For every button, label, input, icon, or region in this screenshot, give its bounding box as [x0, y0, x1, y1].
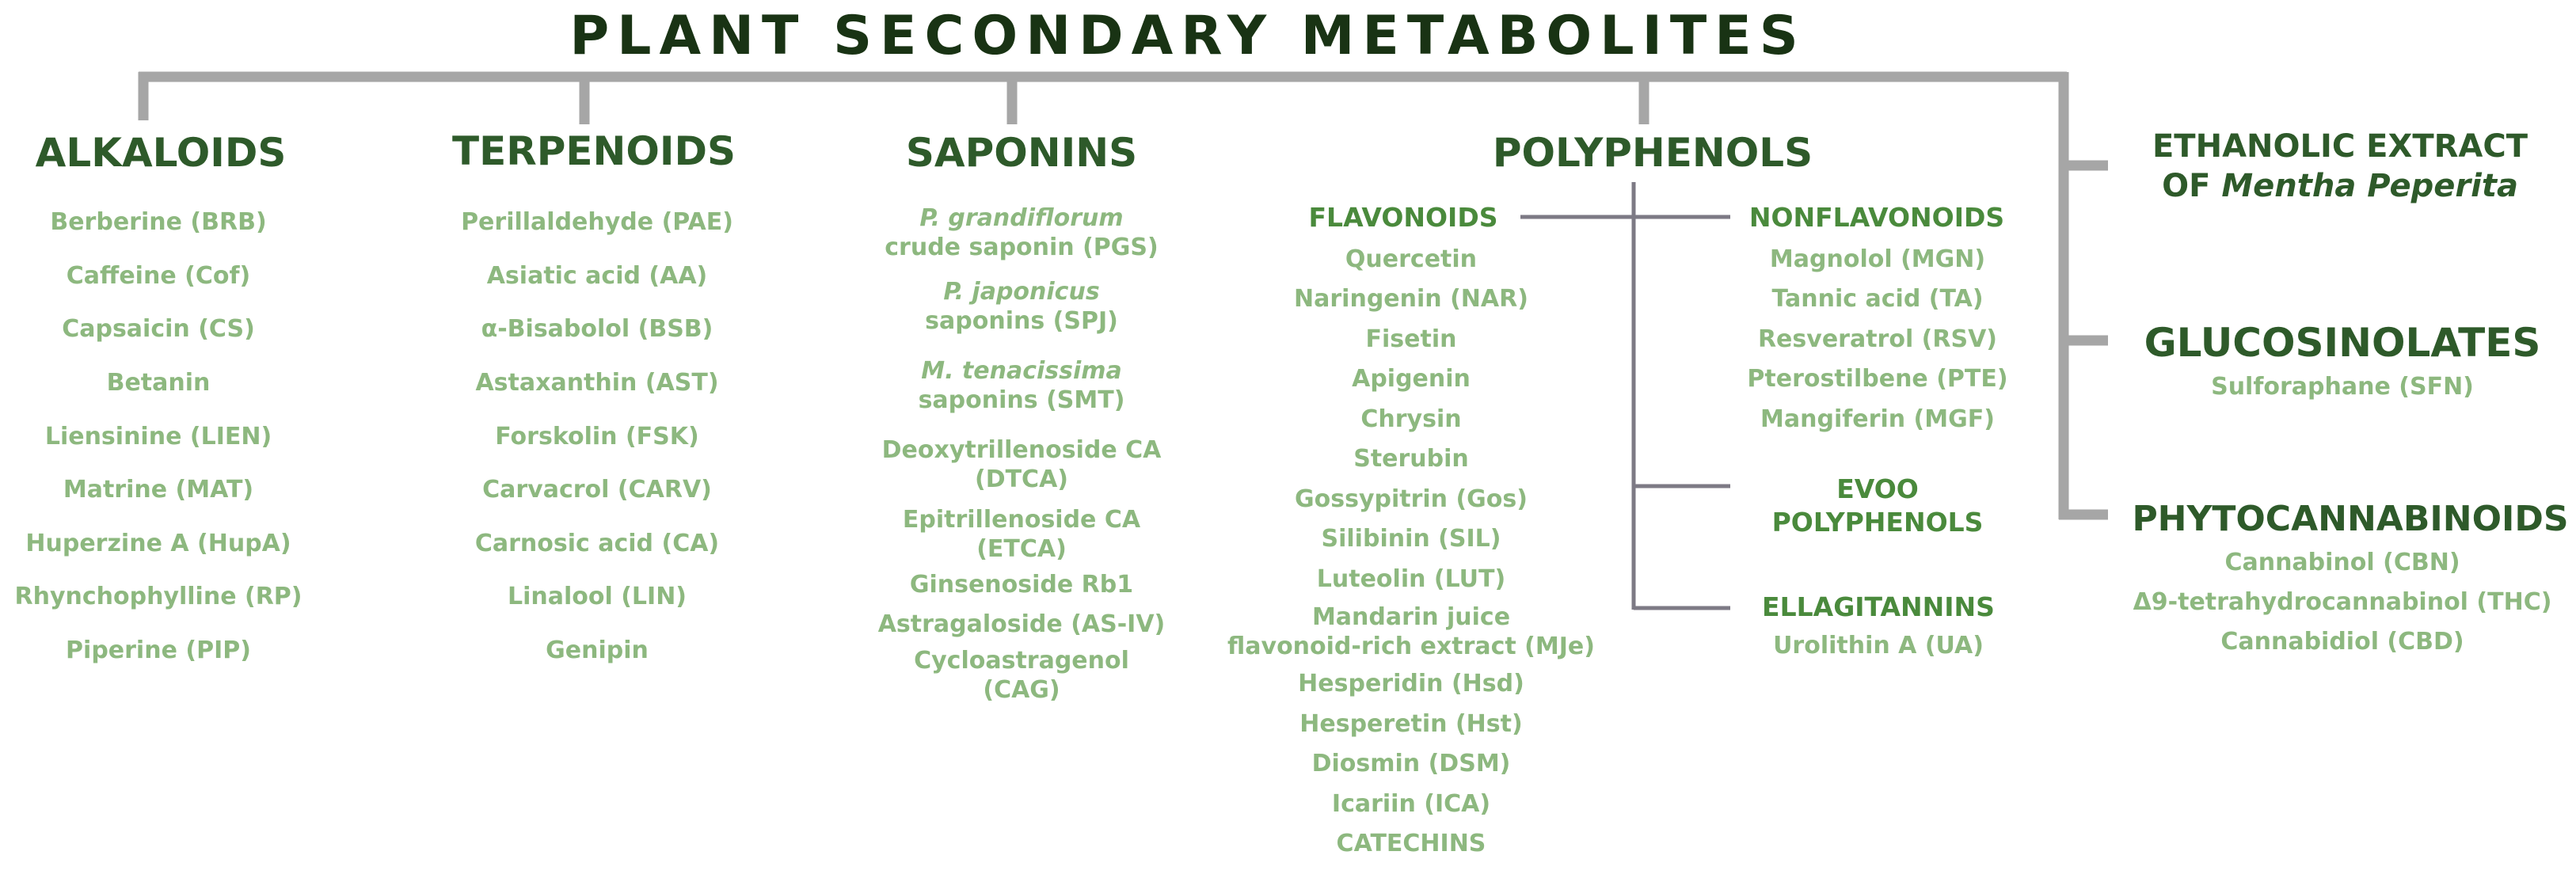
compound-item [1747, 279, 2007, 320]
compound-name: P. japonicus [943, 278, 1100, 306]
compound-name: Huperzine A (HupA) [25, 529, 291, 557]
compound-item [878, 604, 1166, 644]
compound-name: Piperine (PIP) [66, 637, 251, 665]
compound-item [1227, 439, 1595, 480]
flavonoids-list [1227, 239, 1595, 864]
compound-name: Mandarin juice [1311, 602, 1511, 631]
compound-name: flavonoid-rich extract (MJe) [1227, 632, 1595, 660]
compound-item [14, 356, 302, 410]
compound-name: Pterostilbene (PTE) [1747, 365, 2008, 393]
phytocannabinoids-heading: PHYTOCANNABINOIDS [2132, 499, 2569, 539]
alkaloids-heading: ALKALOIDS [35, 130, 287, 176]
nonflavonoids-list [1747, 239, 2007, 439]
compound-item [1227, 784, 1595, 824]
compound-name: Carnosic acid (CA) [474, 529, 720, 557]
compound-item [14, 409, 302, 463]
ellagitannins-heading: ELLAGITANNINS [1762, 591, 1995, 622]
compound-item [878, 504, 1166, 564]
compound-name: (DTCA) [974, 466, 1069, 493]
compound-name: Quercetin [1345, 245, 1478, 273]
compound-name: Perillaldehyde (PAE) [461, 208, 733, 237]
compound-name: Rhynchophylline (RP) [14, 583, 302, 611]
compound-item [1773, 627, 1984, 663]
compound-item [1227, 319, 1595, 359]
compound-name: Capsaicin (CS) [62, 315, 255, 344]
compound-name: (ETCA) [976, 535, 1067, 563]
compound-name: Gossypitrin (Gos) [1294, 485, 1528, 513]
compound-name: Chrysin [1360, 405, 1462, 433]
compound-item [878, 425, 1166, 504]
compound-name: Naringenin (NAR) [1294, 285, 1528, 314]
ethanolic-species: Mentha Peperita [2221, 168, 2518, 204]
compound-item [878, 199, 1166, 267]
compound-name: Linalool (LIN) [507, 583, 687, 611]
compound-name: Silibinin (SIL) [1321, 525, 1501, 553]
compound-name: saponins (SPJ) [925, 307, 1118, 335]
compound-item [14, 196, 302, 249]
compound-name: Luteolin (LUT) [1316, 564, 1506, 593]
compound-item [878, 346, 1166, 425]
ethanolic-extract-heading [2152, 127, 2528, 206]
compound-item [1227, 599, 1595, 664]
compound-item [1227, 279, 1595, 320]
compound-name: Liensinine (LIEN) [44, 422, 272, 450]
compound-item [1227, 559, 1595, 599]
terpenoids-list [461, 196, 733, 677]
compound-item [14, 570, 302, 624]
alkaloids-list [14, 196, 302, 677]
evoo-polyphenols-heading [1772, 473, 1984, 539]
compound-name: Epitrillenoside CA [902, 506, 1141, 534]
compound-name: Cannabidiol (CBD) [2220, 627, 2464, 656]
compound-name: Betanin [106, 369, 211, 397]
saponins-heading: SAPONINS [905, 130, 1138, 176]
compound-item [461, 624, 733, 678]
compound-item [14, 624, 302, 678]
compound-name: M. tenacissima [921, 357, 1122, 385]
compound-item [878, 267, 1166, 346]
evoo-line2: POLYPHENOLS [1771, 507, 1984, 538]
compound-item [461, 356, 733, 410]
compound-item [2133, 621, 2552, 661]
compound-item [1747, 319, 2007, 359]
compound-item [14, 302, 302, 356]
compound-name: Icariin (ICA) [1331, 789, 1491, 818]
saponins-list [878, 199, 1166, 707]
compound-name: Mangiferin (MGF) [1760, 405, 1995, 433]
compound-item [461, 409, 733, 463]
compound-item [2133, 582, 2552, 621]
glucosinolates-list [2211, 371, 2474, 402]
compound-name: Forskolin (FSK) [495, 422, 699, 450]
compound-name: Sterubin [1353, 445, 1469, 473]
compound-item [1227, 664, 1595, 705]
compound-name: Ginsenoside Rb1 [909, 570, 1134, 599]
compound-name: Hesperetin (Hst) [1299, 709, 1523, 738]
flavonoids-heading: FLAVONOIDS [1308, 202, 1498, 233]
compound-name: Deoxytrillenoside CA [881, 436, 1162, 464]
compound-name: Δ9-tetrahydrocannabinol (THC) [2133, 587, 2552, 616]
ethanolic-line2-prefix: OF [2162, 168, 2222, 204]
compound-name: crude saponin (PGS) [885, 234, 1159, 261]
compound-item [461, 463, 733, 517]
nonflavonoids-heading: NONFLAVONOIDS [1748, 202, 2005, 233]
compound-name: Astragaloside (AS-IV) [877, 610, 1166, 638]
compound-name: Astaxanthin (AST) [475, 369, 719, 397]
compound-name: Cycloastragenol [914, 647, 1129, 675]
compound-name: P. grandiflorum [919, 204, 1124, 232]
compound-item [1227, 239, 1595, 279]
compound-name: Genipin [546, 637, 649, 665]
polyphenols-heading: POLYPHENOLS [1492, 130, 1813, 176]
compound-name: CATECHINS [1336, 830, 1486, 858]
compound-name: Diosmin (DSM) [1311, 750, 1511, 778]
compound-name: Hesperidin (Hsd) [1298, 670, 1524, 698]
compound-name: saponins (SMT) [918, 386, 1125, 414]
compound-name: Urolithin A (UA) [1773, 631, 1984, 659]
compound-name: Asiatic acid (AA) [486, 261, 708, 290]
compound-item [2211, 371, 2474, 402]
compound-name: Cannabinol (CBN) [2224, 548, 2460, 576]
compound-name: Tannic acid (TA) [1771, 285, 1984, 314]
evoo-line1: EVOO [1836, 473, 1919, 504]
compound-name: Berberine (BRB) [50, 208, 267, 237]
compound-name: Fisetin [1365, 325, 1457, 353]
ethanolic-line1: ETHANOLIC EXTRACT [2152, 128, 2528, 165]
compound-item [1747, 359, 2007, 400]
compound-item [1227, 519, 1595, 560]
compound-item [14, 517, 302, 571]
compound-item [461, 517, 733, 571]
phytocannabinoids-list [2133, 542, 2552, 661]
compound-item [1227, 359, 1595, 400]
compound-name: Caffeine (Cof) [66, 261, 251, 290]
compound-name: Sulforaphane (SFN) [2211, 372, 2474, 401]
compound-item [14, 249, 302, 303]
ellagitannins-list [1773, 627, 1984, 663]
compound-item [1227, 824, 1595, 865]
compound-name: Carvacrol (CARV) [482, 476, 712, 504]
compound-name: α-Bisabolol (BSB) [481, 315, 713, 344]
compound-item [1227, 744, 1595, 785]
compound-item [1747, 239, 2007, 279]
compound-item [461, 249, 733, 303]
compound-item [1747, 399, 2007, 439]
compound-name: Resveratrol (RSV) [1757, 325, 1998, 353]
compound-name: Magnolol (MGN) [1769, 245, 1986, 273]
compound-item [1227, 704, 1595, 744]
compound-item [878, 564, 1166, 604]
page-title: PLANT SECONDARY METABOLITES [569, 5, 1806, 67]
compound-item [461, 196, 733, 249]
compound-name: Matrine (MAT) [63, 476, 254, 504]
compound-item [1227, 479, 1595, 519]
glucosinolates-heading: GLUCOSINOLATES [2144, 320, 2541, 366]
compound-item [461, 570, 733, 624]
compound-item [878, 644, 1166, 707]
ethanolic-line2 [2152, 166, 2528, 206]
terpenoids-heading: TERPENOIDS [451, 128, 736, 174]
compound-item [1227, 399, 1595, 439]
compound-name: (CAG) [983, 676, 1060, 704]
compound-name: Apigenin [1352, 365, 1471, 393]
compound-item [2133, 542, 2552, 582]
compound-item [14, 463, 302, 517]
compound-item [461, 302, 733, 356]
